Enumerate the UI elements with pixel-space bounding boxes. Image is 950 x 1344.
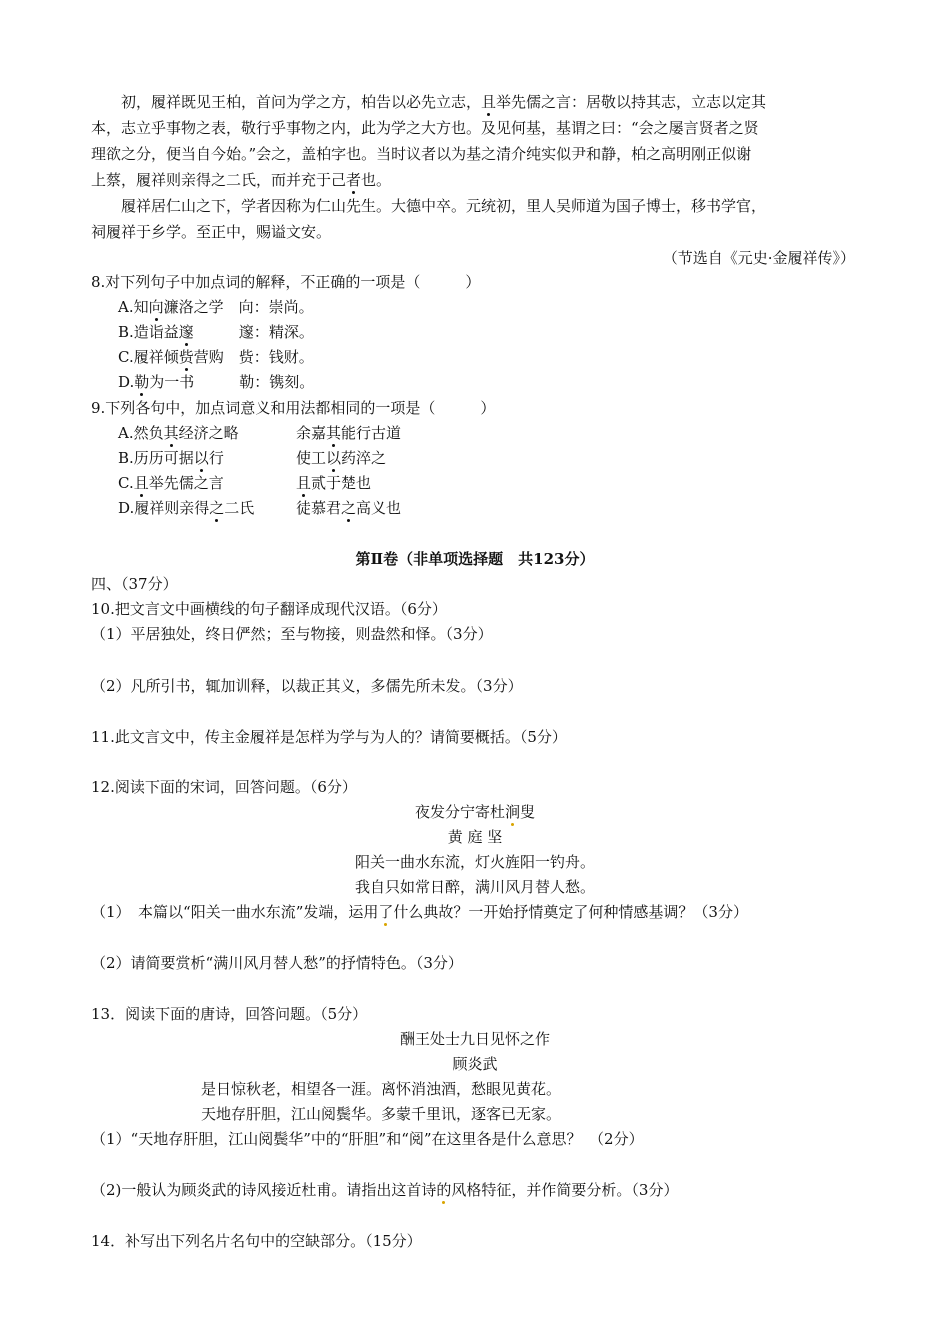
emphasis-dot-char: 之: [341, 499, 357, 517]
emphasis-dot-char: 向: [148, 298, 164, 316]
poem1-author: 黄 庭 坚: [447, 828, 503, 846]
passage-source: （节选自《元史·金履祥传》）: [662, 249, 855, 267]
emphasis-dot-char: 的: [436, 1181, 452, 1199]
emphasis-dot-char: 之: [209, 499, 225, 517]
q12-sub1: （1） 本篇以“阳关一曲水东流”发端，运用了什么典故？一开始抒情奠定了何种情感基调？（3分）: [91, 903, 748, 921]
poem1-line2: 我自只如常日醉，满川风月替人愁。: [354, 878, 595, 896]
q14-stem: 14．补写出下列名片名句中的空缺部分。（15分）: [91, 1232, 422, 1250]
poem2-line2: 天地存肝胆，江山阅鬓华。多蒙千里讯，逐客已无家。: [201, 1105, 562, 1123]
emphasis-dot-char: 且: [481, 93, 497, 111]
part4-heading: 四、（37分）: [91, 575, 178, 593]
q9-option-b-left: B.历历可据以行: [118, 449, 224, 467]
emphasis-dot-char: 者: [346, 171, 362, 189]
q10-sub1: （1）平居独处，终日俨然；至与物接，则盎然和怿。（3分）: [91, 625, 493, 643]
emphasis-dot-char: 勒: [134, 373, 150, 391]
q13-sub1: （1）“天地存肝胆，江山阅鬓华”中的“肝胆”和“阅”在这里各是什么意思？ （2分）: [91, 1130, 644, 1148]
section2-title: 第Ⅱ卷（非单项选择题 共123分）: [355, 550, 595, 568]
emphasis-dot-char: 其: [163, 424, 179, 442]
q8-stem: 8.对下列句子中加点词的解释，不正确的一项是（ ）: [91, 273, 481, 291]
q13-stem: 13．阅读下面的唐诗，回答问题。（5分）: [91, 1005, 368, 1023]
poem1-line1: 阳关一曲水东流，灯火旌阳一钓舟。: [354, 853, 595, 871]
q8-option-a: A.知向濂洛之学 向：崇尚。: [118, 298, 314, 316]
q9-option-a-right: 余嘉其能行古道: [296, 424, 402, 442]
emphasis-dot-char: 赀: [178, 348, 194, 366]
passage-para1-line4: 上蔡，履祥则亲得之二氏，而并充于己者也。: [91, 171, 392, 189]
emphasis-dot-char: 涧: [504, 803, 520, 821]
q9-stem: 9.下列各句中，加点词意义和用法都相同的一项是（ ）: [91, 399, 496, 417]
q9-option-d-right: 徒慕君之高义也: [296, 499, 402, 517]
emphasis-dot-char: 了: [378, 903, 394, 921]
q11-stem: 11.此文言文中，传主金履祥是怎样为学与为人的？请简要概括。（5分）: [91, 728, 567, 746]
q13-sub2: （2)一般认为顾炎武的诗风接近杜甫。请指出这首诗的风格特征，并作简要分析。（3分）: [91, 1181, 679, 1199]
passage-para1-line3: 理欲之分，便当自今始。”会之，盖柏字也。当时议者以为基之清介纯实似尹和静，柏之高明刚正似谢: [91, 145, 752, 163]
poem2-title: 酬王处士九日见怀之作: [399, 1030, 550, 1048]
q9-option-c-right: 且贰于楚也: [296, 474, 372, 492]
emphasis-dot-char: 且: [133, 474, 149, 492]
q8-option-b: B.造诣益邃 邃：精深。: [118, 323, 314, 341]
q9-option-a-left: A.然负其经济之略: [118, 424, 239, 442]
passage-para1-line2: 本，志立乎事物之表，敬行乎事物之内，此为学之大方也。及见何基，基谓之曰：“会之屡言贤者之贤: [91, 119, 759, 137]
q9-option-d-left: D.履祥则亲得之二氏: [118, 499, 255, 517]
passage-para1-line1: 初，履祥既见王柏，首问为学之方，柏告以必先立志，且举先儒之言：居敬以持其志，立志以定其: [121, 93, 767, 111]
emphasis-dot-char: 且: [296, 474, 312, 492]
poem2-author: 顾炎武: [452, 1055, 498, 1073]
emphasis-dot-char: 邃: [178, 323, 194, 341]
emphasis-dot-char: 以: [193, 449, 209, 467]
q8-option-d: D.勒为一书 勒：镌刻。: [118, 373, 315, 391]
passage-para2-line2: 祠履祥于乡学。至正中，赐谥文安。: [91, 223, 332, 241]
q12-sub2: （2）请简要赏析“满川风月替人愁”的抒情特色。（3分）: [91, 954, 463, 972]
poem2-line1: 是日惊秋老，相望各一涯。离怀消浊酒，愁眼见黄花。: [201, 1080, 562, 1098]
q10-stem: 10.把文言文中画横线的句子翻译成现代汉语。（6分）: [91, 600, 447, 618]
emphasis-dot-char: 以: [326, 449, 342, 467]
q10-sub2: （2）凡所引书，辄加训释，以裁正其义，多儒先所未发。（3分）: [91, 677, 523, 695]
q12-stem: 12.阅读下面的宋词，回答问题。（6分）: [91, 778, 357, 796]
passage-para2-line1: 履祥居仁山之下，学者因称为仁山先生。大德中卒。元统初，里人吴师道为国子博士，移书学官，: [121, 197, 767, 215]
poem1-title: 夜发分宁寄杜涧叟: [414, 803, 536, 821]
q9-option-c-left: C.且举先儒之言: [118, 474, 224, 492]
q8-option-c: C.履祥倾赀营购 赀：钱财。: [118, 348, 314, 366]
q9-option-b-right: 使工以药淬之: [296, 449, 387, 467]
emphasis-dot-char: 其: [326, 424, 342, 442]
